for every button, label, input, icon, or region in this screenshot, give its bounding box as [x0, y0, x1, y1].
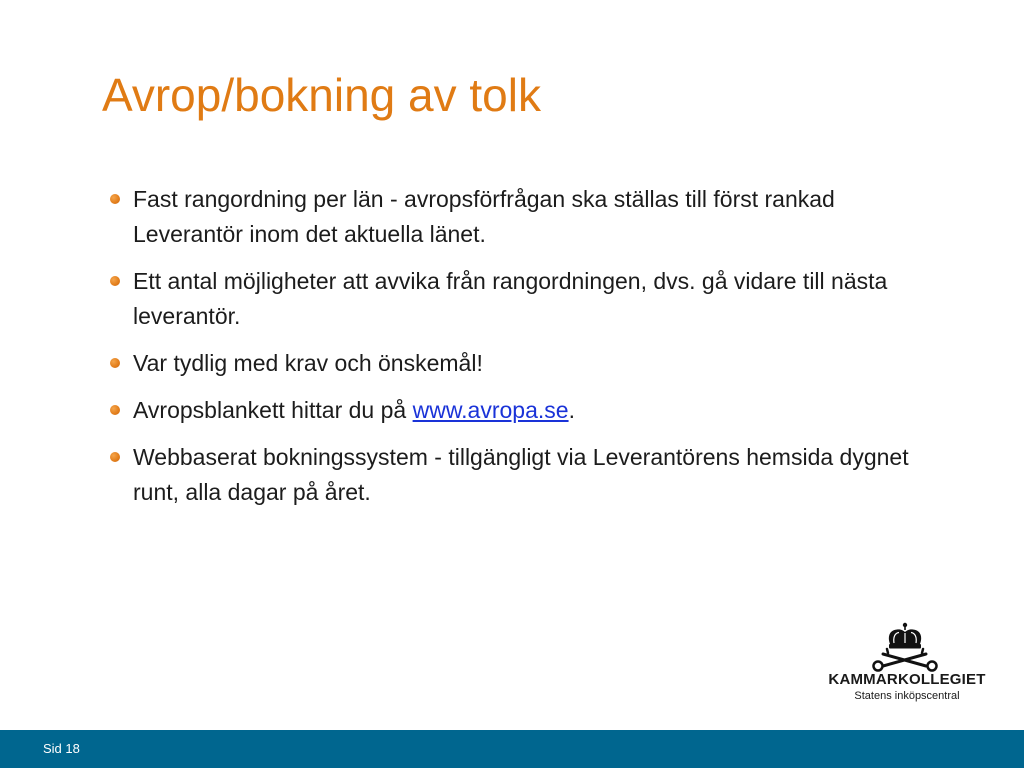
bullet-text: Fast rangordning per län - avropsförfrågan ska ställas till först rankad Leverantör inom det aktuella länet. [133, 186, 835, 247]
avropa-link[interactable]: www.avropa.se [412, 397, 569, 423]
bullet-item [110, 182, 915, 252]
footer-bar [0, 730, 1024, 768]
crown-icon [889, 623, 921, 649]
bullet-dot-icon [110, 276, 120, 286]
bullet-dot-icon [110, 194, 120, 204]
bullet-text: Var tydlig med krav och önskemål! [133, 350, 483, 376]
kammarkollegiet-logo [822, 620, 990, 704]
crossed-keys-icon [874, 649, 937, 671]
bullet-list [110, 182, 915, 522]
bullet-text: Ett antal möjligheter att avvika från rangordningen, dvs. gå vidare till nästa leverantör. [133, 268, 888, 329]
logo-tagline: Statens inköpscentral [854, 690, 960, 702]
logo-name: KAMMARKOLLEGIET [828, 671, 986, 688]
crown-and-crossed-keys-icon [870, 622, 940, 672]
bullet-dot-icon [110, 358, 120, 368]
bullet-dot-icon [110, 405, 120, 415]
bullet-item [110, 346, 915, 381]
page-number: Sid 18 [43, 741, 80, 756]
bullet-item [110, 440, 915, 510]
bullet-text-suffix: . [568, 397, 575, 423]
slide-title: Avrop/bokning av tolk [102, 69, 541, 121]
bullet-text-prefix: Avropsblankett hittar du på [133, 397, 413, 423]
bullet-item [110, 393, 915, 428]
bullet-item [110, 264, 915, 334]
bullet-dot-icon [110, 452, 120, 462]
bullet-text: Webbaserat bokningssystem - tillgängligt via Leverantörens hemsida dygnet runt, alla dagar på året. [133, 444, 909, 505]
